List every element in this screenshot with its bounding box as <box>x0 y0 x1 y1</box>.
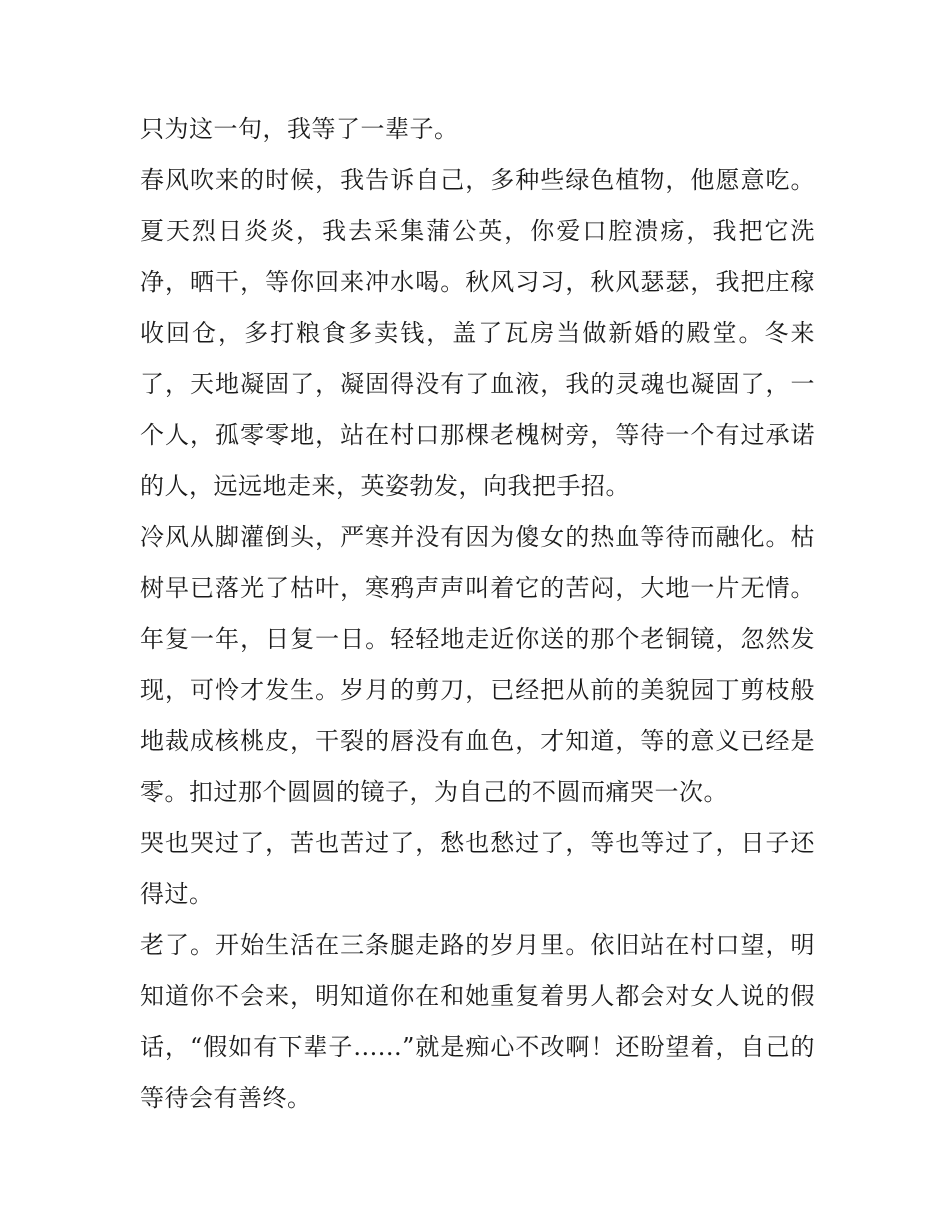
paragraph-5: 老了。开始生活在三条腿走路的岁月里。依旧站在村口望，明知道你不会来，明知道你在和她重复着男人都会对女人说的假话，“假如有下辈子......”就是痴心不改啊！还盼望着，自己的等待会有善终。 <box>140 931 815 1112</box>
paragraph-4: 哭也哭过了，苦也苦过了，愁也愁过了，等也等过了，日子还得过。 <box>140 829 815 908</box>
paragraph-2: 春风吹来的时候，我告诉自己，多种些绿色植物，他愿意吃。夏天烈日炎炎，我去采集蒲公英，你爱口腔溃疡，我把它洗净，晒干，等你回来冲水喝。秋风习习，秋风瑟瑟，我把庄稼收回仓，多打粮食多卖钱，盖了瓦房当做新婚的殿堂。冬来了，天地凝固了，凝固得没有了血液，我的灵魂也凝固了，一个人，孤零零地，站在村口那棵老槐树旁，等待一个有过承诺的人，远远地走来，英姿勃发，向我把手招。 <box>140 166 815 500</box>
paragraph-1: 只为这一句，我等了一辈子。 <box>140 115 459 143</box>
paragraph-3: 冷风从脚灌倒头，严寒并没有因为傻女的热血等待而融化。枯树早已落光了枯叶，寒鸦声声叫着它的苦闷，大地一片无情。年复一年，日复一日。轻轻地走近你送的那个老铜镜，忽然发现，可怜才发生。岁月的剪刀，已经把从前的美貌园丁剪枝般地裁成核桃皮，干裂的唇没有血色，才知道，等的意义已经是零。扣过那个圆圆的镜子，为自己的不圆而痛哭一次。 <box>140 523 815 806</box>
document-body <box>140 104 815 1124</box>
